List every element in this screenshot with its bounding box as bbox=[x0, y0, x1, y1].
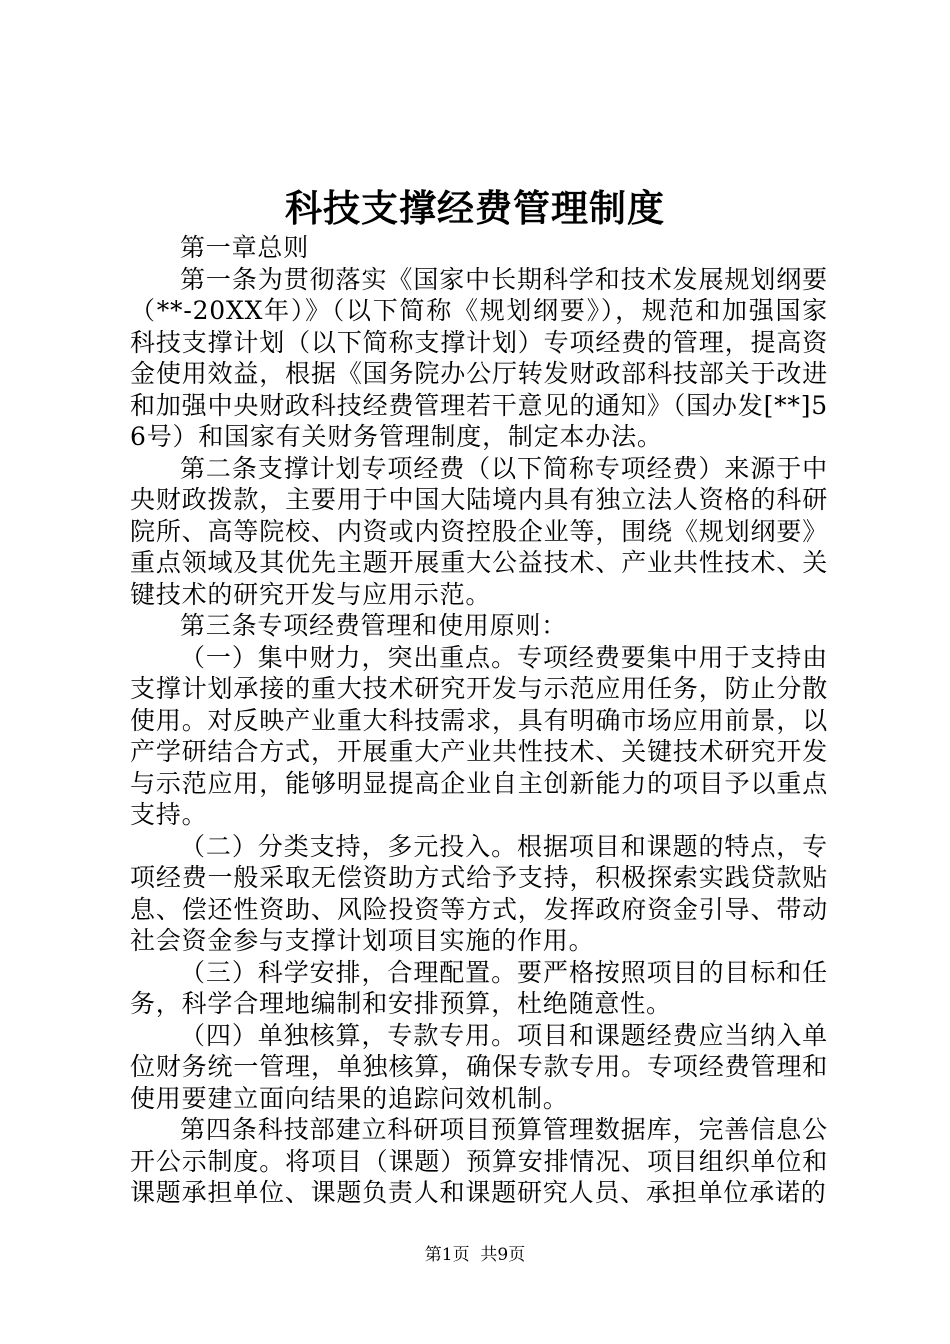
article-4: 第四条科技部建立科研项目预算管理数据库，完善信息公开公示制度。将项目（课题）预算安排情况、项目组织单位和课题承担单位、课题负责人和课题研究人员、承担单位承诺的 bbox=[130, 1115, 828, 1207]
page-footer bbox=[0, 1244, 950, 1266]
chapter-heading: 第一章总则 bbox=[180, 233, 310, 262]
principle-3: （三）科学安排，合理配置。要严格按照项目的目标和任务，科学合理地编制和安排预算，杜绝随意性。 bbox=[130, 957, 828, 1018]
document-title: 科技支撑经费管理制度 bbox=[285, 186, 665, 230]
article-1: 第一条为贯彻落实《国家中长期科学和技术发展规划纲要（**-20XX年）》（以下简称《规划纲要》），规范和加强国家科技支撑计划（以下简称支撑计划）专项经费的管理，提高资金使用效益，根据《国务院办公厅转发财政部科技部关于改进和加强中央财政科技经费管理若干意见的通知》（国办发[**]56号）和国家有关财务管理制度，制定本办法。 bbox=[130, 264, 828, 451]
principle-2: （二）分类支持，多元投入。根据项目和课题的特点，专项经费一般采取无偿资助方式给予支持，积极探索实践贷款贴息、偿还性资助、风险投资等方式，发挥政府资金引导、带动社会资金参与支撑计划项目实施的作用。 bbox=[130, 831, 828, 955]
document-body bbox=[130, 232, 828, 1209]
page-total: 共9页 bbox=[480, 1245, 526, 1265]
article-2: 第二条支撑计划专项经费（以下简称专项经费）来源于中央财政拨款，主要用于中国大陆境内具有独立法人资格的科研院所、高等院校、内资或内资控股企业等，围绕《规划纲要》重点领域及其优先主题开展重大公益技术、产业共性技术、关键技术的研究开发与应用示范。 bbox=[130, 453, 828, 609]
principle-4: （四）单独核算，专款专用。项目和课题经费应当纳入单位财务统一管理，单独核算，确保专款专用。专项经费管理和使用要建立面向结果的追踪问效机制。 bbox=[130, 1020, 828, 1113]
page-number: 第1页 bbox=[424, 1245, 470, 1265]
article-3: 第三条专项经费管理和使用原则： bbox=[180, 611, 568, 640]
principle-1: （一）集中财力，突出重点。专项经费要集中用于支持由支撑计划承接的重大技术研究开发与示范应用任务，防止分散使用。对反映产业重大科技需求，具有明确市场应用前景，以产学研结合方式，开展重大产业共性技术、关键技术研究开发与示范应用，能够明显提高企业自主创新能力的项目予以重点支持。 bbox=[130, 642, 828, 829]
